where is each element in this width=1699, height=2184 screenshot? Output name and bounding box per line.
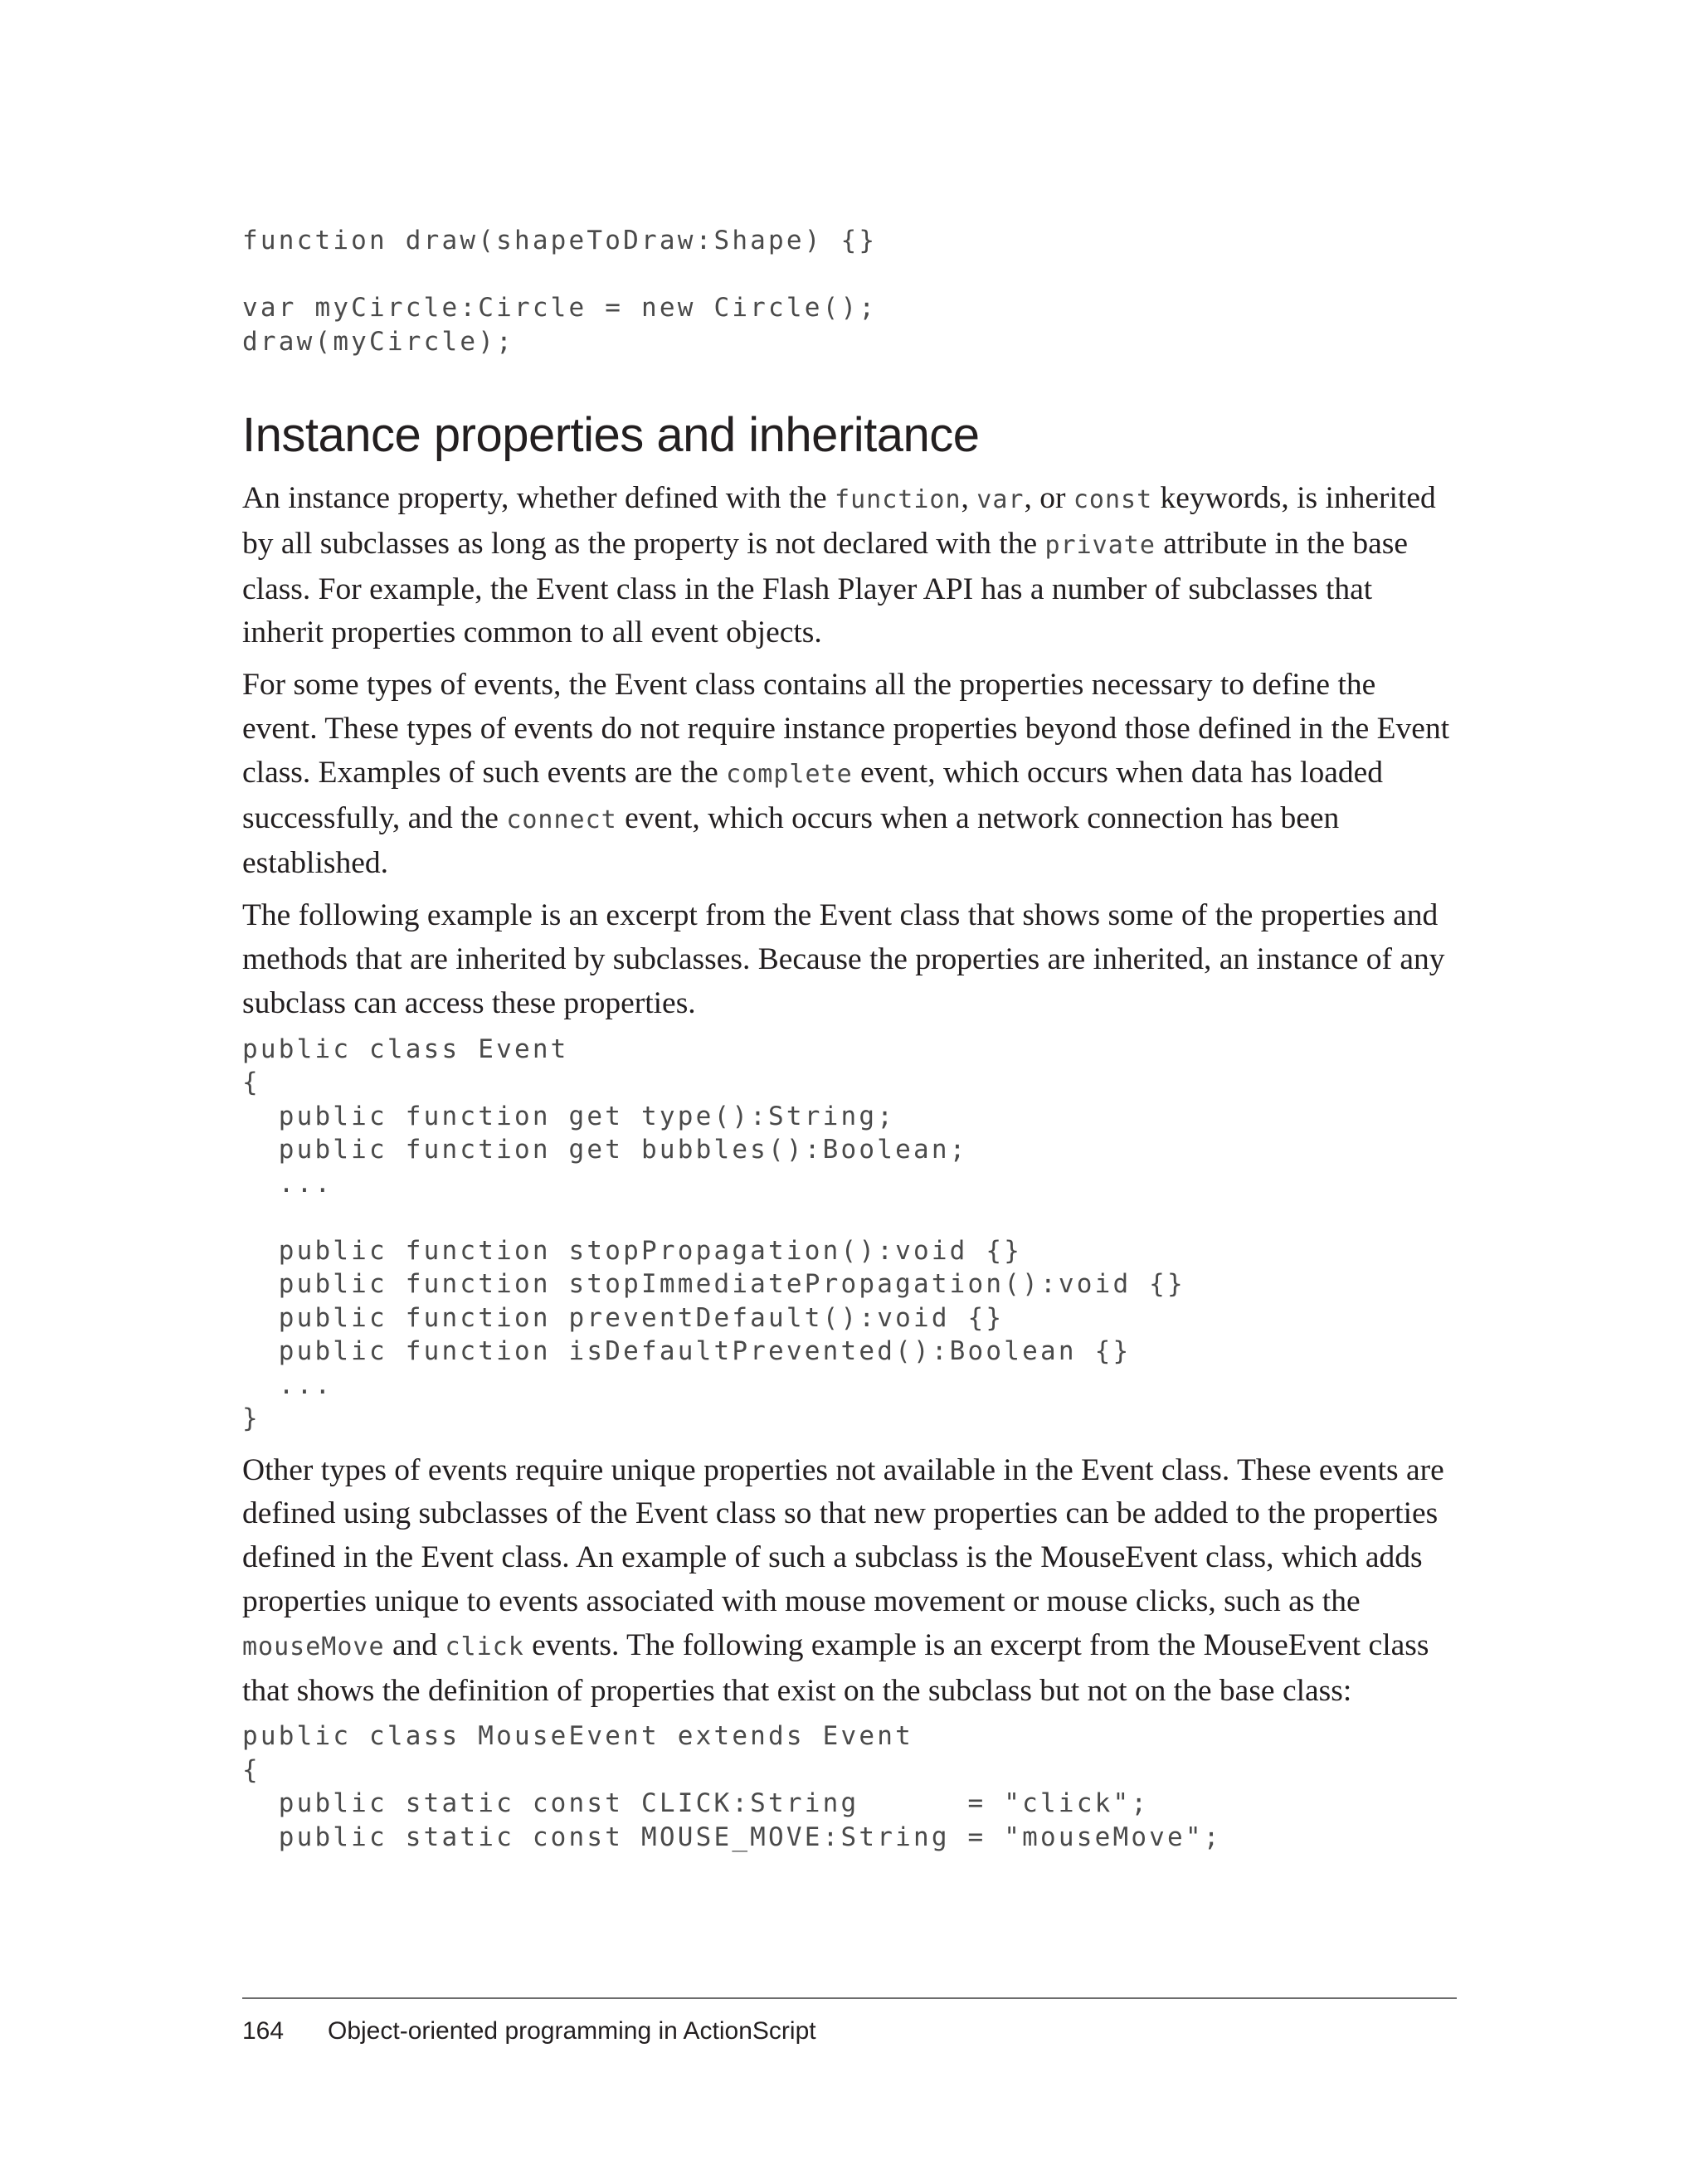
page-content [242,224,1450,1854]
paragraph-inherited-properties [242,477,1450,655]
inline-code-connect: connect [506,805,617,834]
inline-code-click: click [445,1632,524,1661]
paragraph-event-excerpt-intro [242,894,1450,1025]
inline-code-function: function [835,485,961,514]
text-run: attribute in the base class. For example, the Event class in the Flash Player API has a number of subclasses that inherit properties common to all event objects. [242,526,1408,650]
text-run: keywords, is inherited by all subclasses as long as the property is not declared with the [242,481,1436,561]
chapter-title: Object-oriented programming in ActionScript [328,2017,816,2045]
text-run: event, which occurs when a network connection has been established. [242,800,1340,881]
code-block-event-class: public class Event { public function get type():String; public function get bubbles():Boolean; ... public function stopPropagation():void {} public function stopImmediatePropagation():void {} public function preventDefault():void {} public function isDefaultPrevented():Boolean {} ... } [242,1034,1185,1434]
inline-code-const: const [1073,485,1153,514]
text-run: Other types of events require unique properties not available in the Event class. These events are defined using subclasses of the Event class so that new properties can be added to the properties defined in the Event class. An example of such a subclass is the MouseEvent class, which adds properties unique to events associated with mouse movement or mouse clicks, such as the [242,1452,1444,1618]
text-run: For some types of events, the Event class contains all the properties necessary to define the event. These types of events do not require instance properties beyond those defined in the Event class. Examples of such events are the [242,668,1450,790]
text-run: events. The following example is an excerpt from the MouseEvent class that shows the definition of properties that exist on the subclass but not on the base class: [242,1627,1429,1708]
text-run: event, which occurs when data has loaded successfully, and the [242,755,1383,835]
inline-code-complete: complete [726,759,853,789]
code-block-mouse-event-class: public class MouseEvent extends Event { public static const CLICK:String = "click"; public static const MOUSE_MOVE:String = "mouseMove"; [242,1721,1222,1852]
text-run: , [961,481,977,515]
footer-text [242,2017,1457,2045]
footer-divider [242,1997,1457,1999]
section-heading: Instance properties and inheritance [242,408,980,462]
inline-code-mousemove: mouseMove [242,1632,385,1661]
paragraph-event-types [242,664,1450,886]
inline-code-private: private [1044,530,1156,560]
page-number: 164 [242,2017,285,2045]
paragraph-subclass-events [242,1449,1450,1714]
text-run: and [384,1627,445,1662]
text-run: , or [1024,481,1073,515]
code-block-draw-example: function draw(shapeToDraw:Shape) {} var myCircle:Circle = new Circle(); draw(myCircle); [242,226,878,357]
text-run: An instance property, whether defined with the [242,481,835,515]
inline-code-var: var [976,485,1025,514]
text-run: The following example is an excerpt from the Event class that shows some of the properties and methods that are inherited by subclasses. Because the properties are inherited, an instance of any subclass can access these properties. [242,898,1445,1020]
page-footer [242,1997,1457,2045]
